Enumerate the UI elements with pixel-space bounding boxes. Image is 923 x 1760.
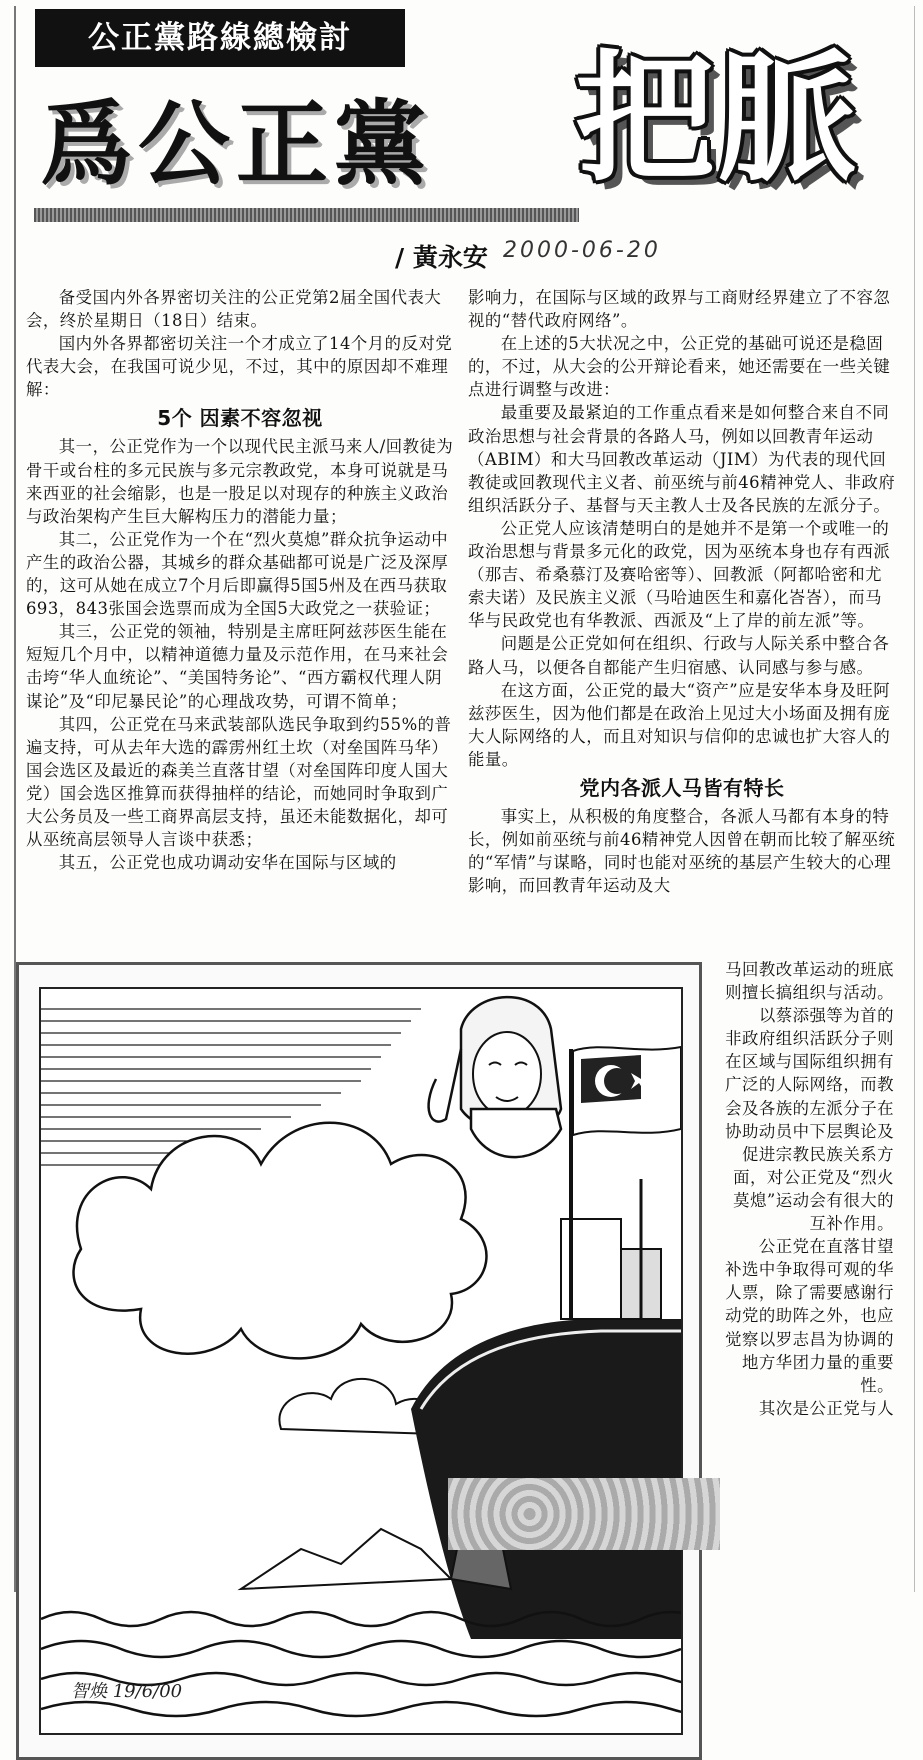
paragraph: 以蔡添强等为首的非政府组织活跃分子则在区域与国际组织拥有广泛的人际网络，而教会及各族的左派分子在协助动员中下层舆论及促进宗教民族关系方面，对公正党及“烈火莫熄”运动会有很大的互补作用。 bbox=[725, 1006, 894, 1234]
headline-main: 爲公正黨 bbox=[40, 91, 433, 198]
paragraph: 公正党人应该清楚明白的是她并不是第一个或唯一的政治思想与背景多元化的政党，因为巫统本身也存有西派（那吉、希桑慕汀及赛哈密等）、回教派（阿都哈密和尤索夫诺）及民族主义派（马哈迪医生和嘉化峇峇），而马华与民政党也有华教派、西派及“上了岸的前左派”等。 bbox=[468, 518, 891, 631]
paragraph: 在这方面，公正党的最大“资产”应是安华本身及旺阿兹莎医生，因为他们都是在政治上见过大小场面及拥有庞大人际网络的人，而且对知识与信仰的忠诚也扩大容人的能量。 bbox=[468, 680, 891, 769]
left-column bbox=[26, 286, 454, 874]
paragraph: 事实上，从积极的角度整合，各派人马都有本身的特长，例如前巫统与前46精神党人因曾在朝而比较了解巫统的“军情”与谋略，同时也能对巫统的基层产生较大的心理影响，而回教青年运动及大 bbox=[468, 806, 896, 896]
headline-rule bbox=[34, 208, 579, 222]
paragraph: 备受国内外各界密切关注的公正党第2届全国代表大会，终於星期日（18日）结束。 bbox=[26, 288, 442, 331]
paragraph: 其四，公正党在马来武装部队选民争取到约55%的普遍支持，可从去年大选的霹雳州红土坎（对垒国阵马华）国会选区及最近的森美兰直落甘望（对垒国阵印度人国大党）国会选区推算而获得抽样的结论，而她同时争取到广大公务员及一些工商界高层支持，虽还未能数据化，却可从巫统高层领导人言谈中获悉； bbox=[26, 714, 452, 850]
paragraph: 公正党在直落甘望补选中争取得可观的华人票，除了需要感谢行动党的助阵之外，也应觉察以罗志昌为协调的地方华团力量的重要性。 bbox=[725, 1237, 894, 1395]
paragraph: 其次是公正党与人 bbox=[758, 1398, 894, 1418]
paragraph: 马回教改革运动的班底则擅长搞组织与活动。 bbox=[725, 960, 894, 1003]
narrow-column bbox=[722, 958, 894, 1420]
headline-big: 把脈 bbox=[575, 38, 860, 201]
subhead-factions: 党内各派人马皆有特长 bbox=[579, 775, 785, 800]
paragraph: 国内外各界都密切关注一个才成立了14个月的反对党代表大会，在我国可说少见，不过，其中的原因却不难理解： bbox=[26, 334, 453, 400]
halftone-band bbox=[448, 1478, 720, 1550]
paragraph: 其五，公正党也成功调动安华在国际与区域的 bbox=[58, 853, 397, 873]
cartoon-panel bbox=[39, 987, 683, 1735]
paragraph: 问题是公正党如何在组织、行政与人际关系中整合各路人马，以便各自都能产生归宿感、认同感与参与感。 bbox=[468, 634, 890, 677]
byline: / 黃永安 bbox=[395, 243, 488, 272]
paragraph: 最重要及最紧迫的工作重点看来是如何整合来自不同政治思想与社会背景的各路人马，例如以回教青年运动（ABIM）和大马回教改革运动（JIM）为代表的现代回教徒或回教现代主义者、前巫统与前46精神党人、非政府组织活跃分子、基督与天主教人士及各民族的左派分子。 bbox=[468, 403, 896, 515]
flag-icon bbox=[573, 1047, 681, 1135]
paragraph: 其三，公正党的领袖，特别是主席旺阿兹莎医生能在短短几个月中，以精神道德力量及示范作用，在马来社会击垮“华人血统论”、“美国特务论”、“西方霸权代理人阴谋论”及“印尼暴民论”的心理战攻势，可谓不简单； bbox=[26, 622, 449, 711]
right-column bbox=[468, 286, 896, 897]
paragraph: 其二，公正党作为一个在“烈火莫熄”群众抗争运动中产生的政治公器，其城乡的群众基础都可说是广泛及深厚的，这可从她在成立7个月后即赢得5国5州及在西马获取693，843张国会选票而成为全国5大政党之一获验证； bbox=[26, 529, 449, 619]
cartoon-drawing bbox=[41, 989, 681, 1733]
paragraph: 在上述的5大状况之中，公正党的基础可说还是稳固的，不过，从大会的公开辩论看来，她还需要在一些关键点进行调整与改进： bbox=[468, 334, 891, 400]
cartoonist-signature: 智焕 19/6/00 bbox=[71, 1681, 183, 1702]
subhead-factors: 5个 因素不容忽视 bbox=[157, 406, 323, 431]
editorial-cartoon bbox=[16, 962, 702, 1760]
paragraph: 影响力，在国际与区域的政界与工商财经界建立了不容忽视的“替代政府网络”。 bbox=[468, 288, 891, 331]
byline-handwritten-date: 2000-06-20 bbox=[503, 238, 661, 263]
paragraph: 其一，公正党作为一个以现代民主派马来人/回教徒为骨干或台柱的多元民族与多元宗教政党，本身可说就是马来西亚的社会缩影，也是一股足以对现存的种族主义政治与政治架构产生巨大解构压力的潜能力量； bbox=[26, 437, 454, 526]
kicker-banner: 公正黨路線總檢討 bbox=[35, 9, 405, 67]
